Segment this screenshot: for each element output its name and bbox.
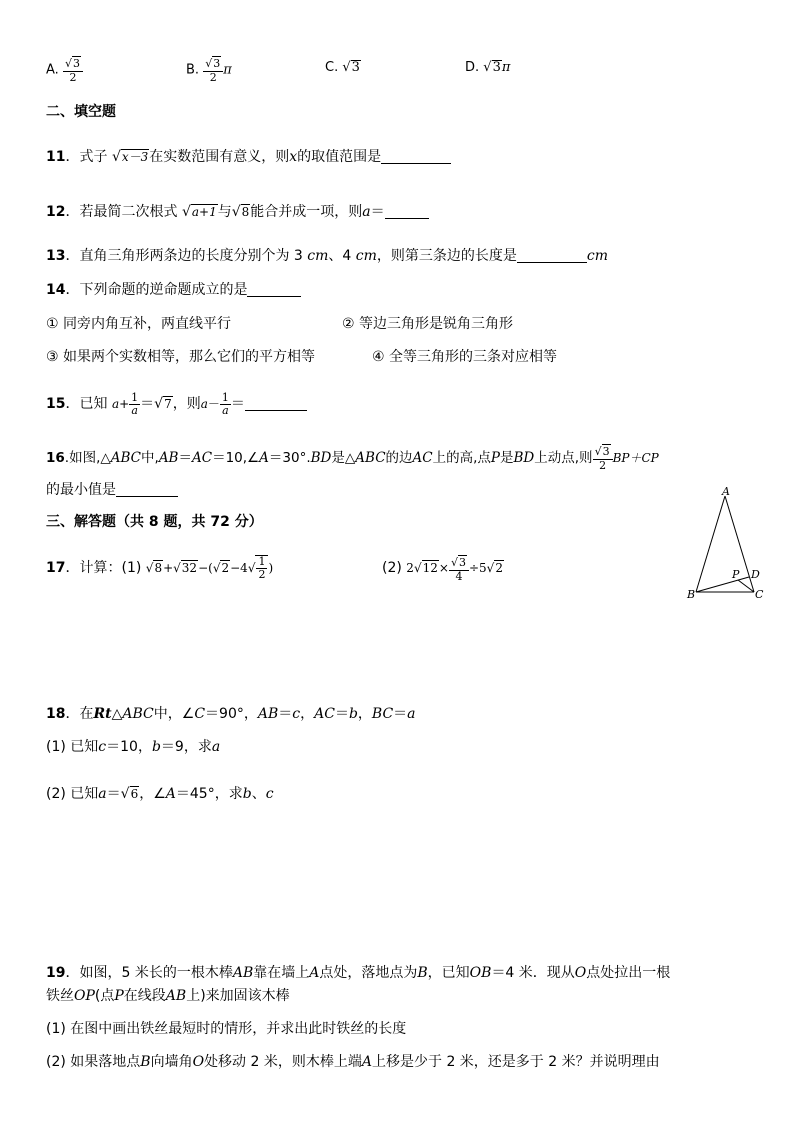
question-19: 19．如图，5 米长的一根木棒AB靠在墙上A点处，落地点为B，已知OB＝4 米．现从O点处拉出一根 (46, 965, 671, 981)
question-16-line-2: 的最小值是 (46, 480, 178, 500)
answer-blank (245, 396, 307, 411)
q17-expression-2: 2√12× $\frac{√3}{4}$ ÷5√2 (406, 555, 503, 583)
fraction: $\frac{1}{a}$ (131, 390, 139, 417)
q14-option-2: ② 等边三角形是锐角三角形 (342, 316, 514, 332)
question-19-part-1: (1) 在图中画出铁丝最短时的情形，并求出此时铁丝的长度 (46, 1021, 407, 1037)
answer-blank (247, 282, 301, 297)
q14-option-3: ③ 如果两个实数相等，那么它们的平方相等 (46, 349, 315, 365)
question-11: 11．式子 √x－3在实数范围有意义，则x的取值范围是 (46, 147, 451, 167)
question-13: 13．直角三角形两条边的长度分别个为 3 cm、4 cm，则第三条边的长度是 cm (46, 248, 609, 264)
question-17-part-2: (2) 2√12× $\frac{√3}{4}$ ÷5√2 (382, 555, 503, 583)
side-ab (696, 496, 725, 592)
label-a: A (722, 485, 730, 498)
answer-blank (517, 248, 587, 263)
option-a: A. $\frac{√3}{2}$ (46, 56, 83, 84)
question-16: 16.如图,△ABC中,AB＝AC＝10,∠A＝30°.BD是△ABC的边AC上的高,点P是BD上动点,则 $\frac{√3}{2}$ BP＋CP (46, 445, 659, 472)
q14-option-4: ④ 全等三角形的三条对应相等 (372, 349, 558, 365)
section-3-heading: 三、解答题（共 8 题，共 72 分） (46, 514, 263, 530)
side-ac (725, 496, 754, 592)
question-15: 15．已知 a+ $\frac{1}{a}$ ＝√7，则a－ $\frac{1}{a}$ ＝ (46, 390, 307, 418)
question-12: 12．若最简二次根式 √a+1与√8能合并成一项，则a＝ (46, 202, 429, 222)
question-19-line-2: 铁丝OP(点P在线段AB上)来加固该木棒 (46, 988, 290, 1004)
question-17: 17．计算：(1) √8+√32−(√2−4√ $\frac{1}{2}$ ) (46, 555, 274, 581)
altitude-bd (696, 577, 749, 592)
option-b: B. $\frac{√3}{2}$ π (186, 57, 232, 84)
answer-blank (116, 482, 178, 497)
section-2-heading: 二、填空题 (46, 104, 116, 120)
label-b: B (687, 588, 696, 601)
answer-blank (385, 204, 429, 219)
question-18-part-1: (1) 已知c＝10，b＝9，求a (46, 739, 221, 755)
question-18-part-2: (2) 已知a＝√6，∠A＝45°，求b、c (46, 786, 274, 802)
answer-blank (381, 149, 451, 164)
fraction: $\frac{√3}{2}$ (63, 56, 83, 84)
label-p: P (732, 568, 740, 581)
q17-expression-1: √8+√32−(√2−4√ $\frac{1}{2}$ ) (145, 555, 274, 581)
fraction: $\frac{√3}{2}$ (593, 444, 613, 472)
fraction: $\frac{1}{a}$ (221, 390, 229, 417)
question-19-part-2: (2) 如果落地点B向墙角O处移动 2 米，则木棒上端A上移是少于 2 米，还是多于 2 米？并说明理由 (46, 1054, 660, 1070)
segment-pc (738, 580, 754, 592)
label-c: C (755, 588, 764, 601)
triangle-figure (682, 484, 772, 604)
label-d: D (751, 568, 760, 581)
question-14: 14．下列命题的逆命题成立的是 (46, 280, 301, 300)
question-18: 18．在Rt△ABC中，∠C＝90°，AB＝c，AC＝b，BC＝a (46, 706, 416, 722)
fraction: $\frac{√3}{2}$ (203, 56, 223, 84)
option-c: C. √3 (325, 60, 360, 75)
option-d: D. √3π (465, 60, 511, 75)
q14-option-1: ① 同旁内角互补，两直线平行 (46, 316, 232, 332)
